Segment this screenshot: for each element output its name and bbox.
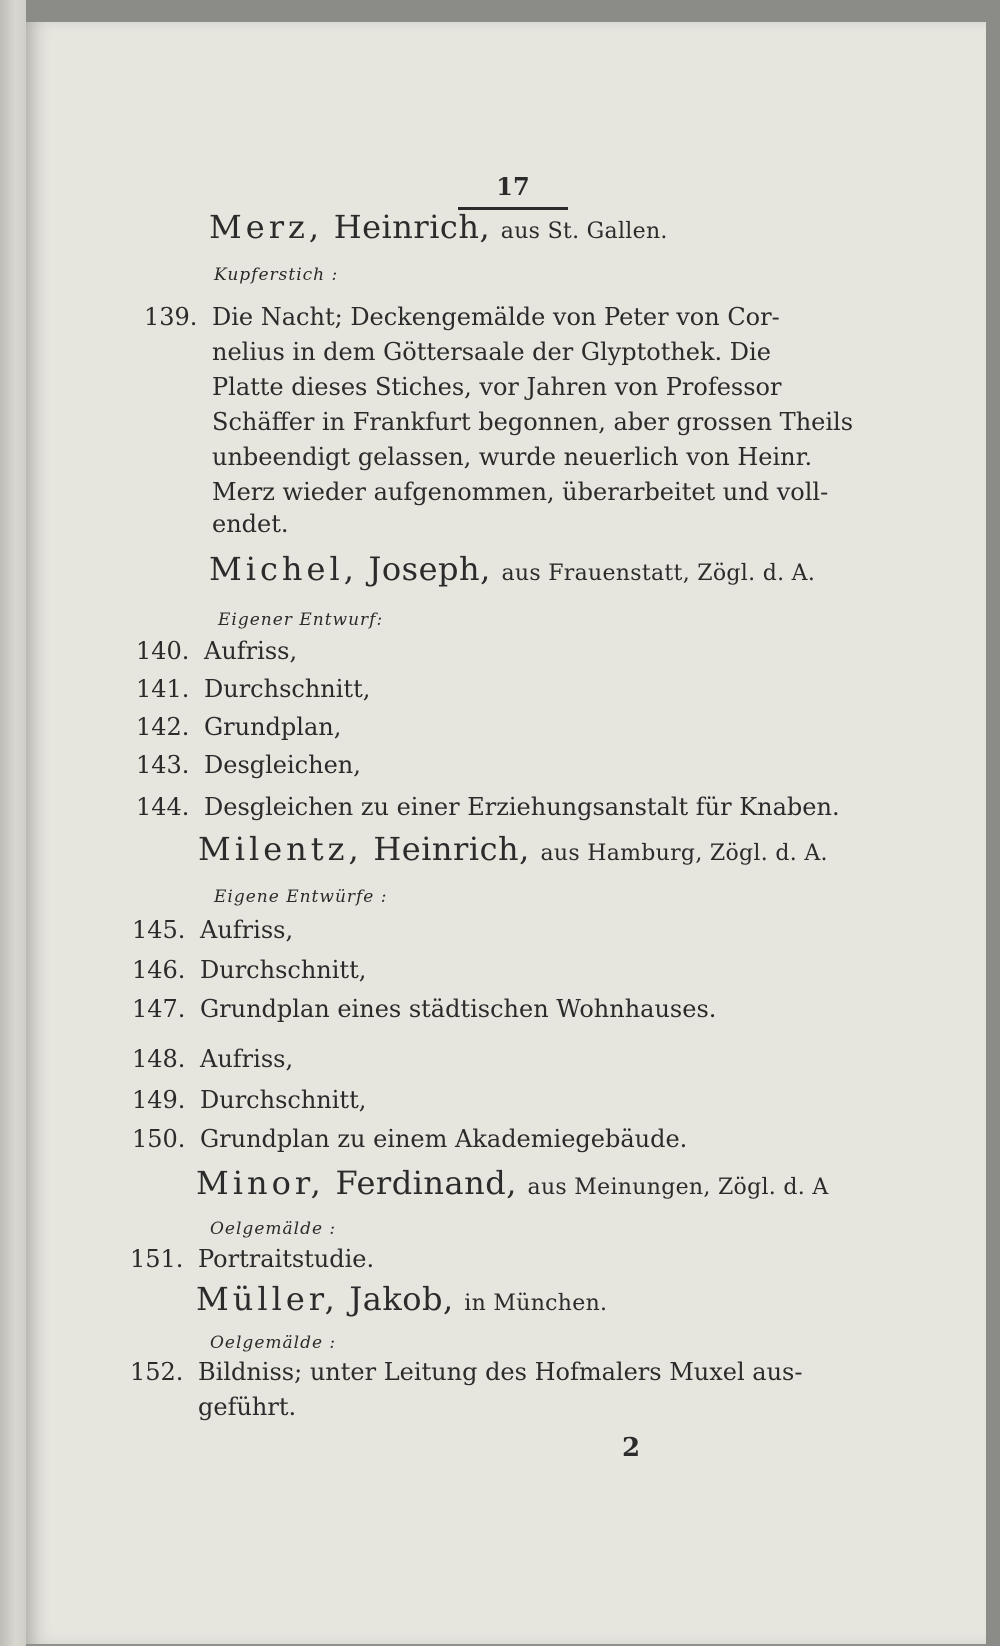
catalog-item [136,674,370,704]
item-text-continued: Schäffer in Frankfurt begonnen, aber grossen Theils [212,408,854,436]
catalog-item [136,792,840,822]
artist-surname: Minor, [196,1164,325,1202]
category-label: Eigener Entwurf: [218,610,384,630]
artist-forename: Ferdinand, [335,1164,517,1202]
item-text-continued: Merz wieder aufgenommen, überarbeitet und voll- [212,478,829,506]
catalog-item [130,1357,802,1387]
artist-surname: Milentz, [198,830,363,868]
item-text-continued: unbeendigt gelassen, wurde neuerlich von Heinr. [212,443,813,471]
signature-mark: 2 [622,1433,641,1463]
category-label: Oelgemälde : [210,1333,337,1353]
category-label: Eigene Entwürfe : [214,887,388,907]
catalog-item [132,1085,366,1115]
item-text: Grundplan zu einem Akademiegebäude. [200,1125,688,1153]
item-text-continued: geführt. [198,1393,297,1421]
category-label: Oelgemälde : [210,1219,337,1239]
item-text: Grundplan eines städtischen Wohnhauses. [200,995,717,1023]
item-number: 150. [132,1125,186,1153]
item-text: Aufriss, [200,1045,294,1073]
book-page [26,22,986,1644]
catalog-item [132,915,293,945]
artist-heading [209,208,668,247]
item-number: 145. [132,916,186,944]
item-text: Portraitstudie. [198,1245,375,1273]
artist-heading [209,550,816,589]
artist-forename: Joseph, [368,550,491,588]
item-number: 139. [144,303,198,331]
item-number: 151. [130,1245,184,1273]
artist-origin: aus Hamburg, Zögl. d. A. [540,841,828,866]
artist-heading [196,1164,829,1203]
catalog-item [144,302,780,332]
catalog-item [136,750,361,780]
item-text: Durchschnitt, [200,1086,367,1114]
item-text: Aufriss, [204,637,298,665]
scan-background-top [26,0,1000,22]
artist-heading [196,1280,608,1319]
artist-forename: Heinrich, [373,830,530,868]
artist-origin: aus Meinungen, Zögl. d. A [527,1175,829,1200]
page-number: 17 [458,172,568,210]
item-number: 141. [136,675,190,703]
item-number: 140. [136,637,190,665]
category-label: Kupferstich : [214,265,339,285]
catalog-item [136,636,297,666]
artist-surname: Merz, [209,208,324,246]
item-text: Desgleichen, [204,751,361,779]
item-text: Grundplan, [204,713,342,741]
artist-surname: Müller, [196,1280,339,1318]
catalog-item [132,1044,293,1074]
item-text: Desgleichen zu einer Erziehungsanstalt für Knaben. [204,793,840,821]
artist-origin: in München. [464,1291,608,1316]
item-number: 149. [132,1086,186,1114]
book-spine [0,0,26,1646]
artist-forename: Heinrich, [333,208,491,246]
catalog-item [132,994,716,1024]
item-text: Die Nacht; Deckengemälde von Peter von Cor- [212,303,780,331]
item-number: 147. [132,995,186,1023]
catalog-item [136,712,341,742]
item-text: Durchschnitt, [200,956,367,984]
item-text-continued: Platte dieses Stiches, vor Jahren von Professor [212,373,782,401]
scan-background-right [986,0,1000,1646]
item-text: Aufriss, [200,916,294,944]
item-number: 148. [132,1045,186,1073]
page-content [26,22,986,1644]
catalog-item [132,1124,687,1154]
item-text-continued: nelius in dem Göttersaale der Glyptothek. Die [212,338,771,366]
artist-origin: aus St. Gallen. [500,219,668,244]
catalog-item [130,1244,374,1274]
artist-forename: Jakob, [349,1280,454,1318]
artist-surname: Michel, [209,550,358,588]
item-number: 142. [136,713,190,741]
item-text-continued: endet. [212,510,289,538]
catalog-item [132,955,366,985]
item-text: Bildniss; unter Leitung des Hofmalers Muxel aus- [198,1358,803,1386]
item-number: 146. [132,956,186,984]
artist-origin: aus Frauenstatt, Zögl. d. A. [501,561,816,586]
item-number: 144. [136,793,190,821]
item-number: 143. [136,751,190,779]
artist-heading [198,830,828,869]
item-text: Durchschnitt, [204,675,371,703]
item-number: 152. [130,1358,184,1386]
